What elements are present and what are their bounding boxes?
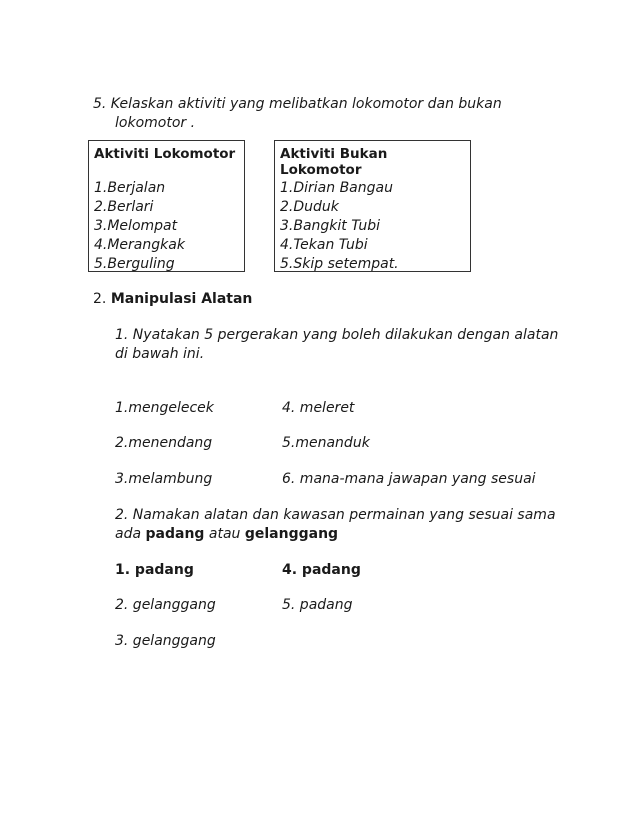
q1-answer: 1.mengelecek — [115, 400, 214, 416]
q1-answer: 4. meleret — [282, 400, 355, 416]
list-item: 2.Duduk — [280, 199, 339, 215]
list-item: 1.Dirian Bangau — [280, 180, 393, 196]
q1-answer: 6. mana-mana jawapan yang sesuai — [282, 471, 536, 487]
q2-text: ada — [115, 526, 146, 542]
q2-text: atau — [204, 526, 245, 542]
q2-keyword-gelanggang: gelanggang — [244, 526, 339, 542]
q1-answer: 5.menanduk — [282, 435, 370, 451]
list-item: 1.Berjalan — [94, 180, 166, 196]
q2-answer: 2. gelanggang — [115, 597, 216, 613]
q5-line2: lokomotor . — [115, 115, 196, 131]
list-item: 4.Merangkak — [94, 237, 185, 253]
list-item: 2.Berlari — [94, 199, 154, 215]
bukan-lokomotor-box — [274, 140, 471, 272]
list-item: 4.Tekan Tubi — [280, 237, 368, 253]
q2-answer: 3. gelanggang — [115, 633, 216, 649]
section-heading — [93, 291, 252, 307]
bukan-lokomotor-header: Aktiviti Bukan Lokomotor — [280, 146, 388, 178]
list-item: 5.Berguling — [94, 256, 175, 272]
lokomotor-header: Aktiviti Lokomotor — [94, 146, 236, 162]
list-item: 3.Melompat — [94, 218, 178, 234]
lokomotor-box — [88, 140, 245, 272]
section-title: Manipulasi Alatan — [110, 291, 253, 307]
q1-line1: 1. Nyatakan 5 pergerakan yang boleh dilakukan dengan alatan — [115, 327, 559, 343]
q2-line2 — [115, 526, 338, 542]
bukan-lokomotor-list — [280, 179, 399, 274]
q1-line2: di bawah ini. — [115, 346, 205, 362]
section-number: 2. — [93, 291, 107, 307]
q2-keyword-padang: padang — [145, 526, 205, 542]
q1-answer: 3.melambung — [115, 471, 213, 487]
q5-line1: 5. Kelaskan aktiviti yang melibatkan lokomotor dan bukan — [93, 96, 502, 112]
list-item: 3.Bangkit Tubi — [280, 218, 381, 234]
q2-line1: 2. Namakan alatan dan kawasan permainan yang sesuai sama — [115, 507, 556, 523]
lokomotor-list — [94, 179, 185, 274]
list-item: 5.Skip setempat. — [280, 256, 399, 272]
q2-answer: 1. padang — [115, 562, 194, 578]
q1-answer: 2.menendang — [115, 435, 213, 451]
q2-answer: 4. padang — [282, 562, 361, 578]
q2-answer: 5. padang — [282, 597, 353, 613]
